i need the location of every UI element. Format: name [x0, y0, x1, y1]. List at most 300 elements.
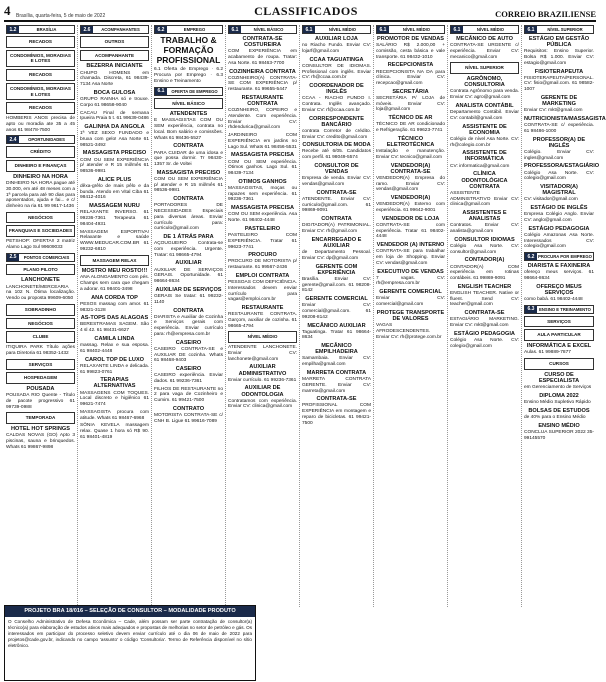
ad-text: COM OU SEM EXPERIÊNCIA p/ atender e R 15 mil/mês 61 98536-9981: [154, 176, 223, 194]
ad-text: Taguatinga. Tratar 61 98664-8634: [302, 329, 371, 341]
classified-ad: [154, 406, 223, 425]
category-code: 6.1: [229, 26, 241, 33]
classified-ad: [524, 184, 594, 203]
classified-ad: [302, 237, 371, 262]
ad-text: CASEIRO experiência. Enviar dados. 61 99236-7361: [154, 373, 223, 384]
ad-text: CALDAS NOVAS (GO) Apto 3 piscinas, sauna e brinquedos. Whats 61 99867-9898: [6, 433, 75, 450]
ad-text: AUXILIAR DE SERVIÇOS GERAIS. Oportunidade. 61 98664-8634: [154, 267, 223, 285]
ad-headline: CONTRATO: [172, 405, 205, 412]
ad-text: Requisitos: Ensino Superior. Bolsa R$ 1.000. Enviar CV: estagio@gmail.com: [524, 49, 594, 66]
ad-headline: CURSO DE ESPECIALISTA: [538, 371, 580, 384]
classified-ad: [524, 423, 594, 442]
classified-ad: [6, 239, 75, 251]
ad-headline: AUXILIAR DE ODONTOLOGIA: [241, 385, 284, 398]
ad-text: SÔNIA KEVELA massagem relax. Quase 1 hora só R$ 90. 61 98401-4819: [80, 423, 149, 440]
classified-ad: [450, 103, 519, 122]
classified-ad: [376, 289, 445, 308]
classified-ad: [450, 237, 519, 256]
ad-text: VENDEDOR(A) Externo com experiência. 61 99642-9001: [376, 202, 445, 214]
column-7: [448, 25, 522, 607]
ad-headline: MASSAGISTA PRECISA: [230, 205, 295, 212]
classified-ad: [524, 205, 594, 224]
ad-text: de Departamento Pessoal. Enviar CV: dp@gmail.com: [302, 250, 371, 261]
ad-text: AÇOUGUEIRO Contrata-se com experiência. Urgente. Tratar: 61 98665-4794: [154, 241, 223, 258]
ad-text: HOMBERIS ANOS precisa de apto ou moradia ate 35 a 45 anos 61 98478-7500: [6, 116, 75, 133]
classified-ad: [228, 152, 297, 176]
ad-text: Samambaia. Enviar CV: empilha@gmail.com: [302, 356, 371, 368]
ad-text: Colégio Asa Norte. CV: consultor@gmail.com: [450, 243, 519, 255]
classified-ad: [228, 305, 297, 329]
category-header: [450, 25, 519, 34]
ad-headline: VENDEDOR(A) CONTRATA-SE: [390, 162, 431, 175]
category-header: [228, 25, 297, 34]
ad-headline: NUTRICIONISTA/MASSAGISTA: [524, 115, 606, 122]
ad-headline: MECÂNICO AUXILIAR: [307, 322, 366, 329]
ad-headline: AUXILIAR LOJA: [315, 36, 358, 42]
ad-headline: EMPLOI CONTRATA: [235, 272, 290, 279]
ad-text: CACAU Final de semana Ipueira Praia 5 t. 61 99639-0486: [80, 110, 149, 122]
ad-headline: RECEPCIONISTA: [387, 62, 434, 69]
classified-ad: [376, 310, 445, 341]
classified-ad: [80, 63, 149, 87]
ad-headline: ESTÁGIO PEDAGOGIA: [528, 225, 590, 232]
classified-ad: [450, 210, 519, 235]
ad-text: Recebe até 6/05. Candidatos com perfil. 61 98049-5574: [302, 149, 371, 161]
ad-text: como babá. 61 98402-4448: [524, 297, 583, 302]
classified-ad: [450, 284, 519, 308]
classified-ad: [524, 408, 594, 421]
subcategory-label: RECADOS: [6, 69, 75, 81]
classified-ad: [154, 308, 223, 338]
classified-ad: [450, 171, 519, 208]
ad-text: CONTADOR(A) COM experiência em rotinas contábeis. 61 99869-9091: [450, 264, 519, 282]
classified-ad: [450, 150, 519, 169]
ad-text: COM OU SEM EXPERIÊNCIA p/ atender e R 15 mil/mês 61 98536-9981: [80, 157, 149, 175]
subcategory-label: MASSAGEM RELAX: [80, 255, 149, 267]
category-header: [376, 25, 445, 34]
ad-headline: OTIMOS GANHOS: [238, 178, 287, 185]
ad-headline: PROFESSOR(A) DE INGLÊS: [532, 136, 586, 149]
ad-text: MASSAGISTAS, moças ou rapazes sem experiência. 61 99236-7361: [228, 185, 297, 203]
ad-headline: ATENDENTES: [169, 111, 208, 118]
category-code: 2.5: [7, 254, 19, 261]
section-title: CLASSIFICADOS: [254, 4, 358, 18]
ad-text: Brasília. Enviar CV: gerente@gmail.com. 61 98208-8142: [302, 276, 371, 294]
ad-text: Contrata Agrônomo para venda. Enviar CV: agro@gmail.com: [450, 89, 519, 101]
classified-ad: [80, 377, 149, 408]
ad-headline: CONTRATA-SE: [316, 189, 357, 196]
ad-text: contrata Corretor de crédito. Enviar CV: credito@gmail.com: [302, 128, 371, 140]
ad-headline: VENDEDOR DE LOJA: [381, 215, 440, 222]
ad-headline: CONTADOR(A): [464, 257, 505, 264]
classified-ad: [376, 242, 445, 266]
category-name: ACOMPANHANTES: [101, 27, 140, 32]
ad-text: BERESTRAMAS SAGEM. São 4 sl 42. 61 98431-6627: [80, 322, 149, 334]
classified-ad: [228, 36, 297, 67]
ad-headline: COZINHEIRA CONTRATA: [229, 68, 296, 75]
ad-text: PASTELEIRO COM EXPERIÊNCIA. Tratar 61 99623-7741: [228, 233, 297, 250]
newspaper-logo: CORREIO BRAZILIENSE: [495, 9, 596, 19]
subcategory-label: SERVIÇOS: [524, 316, 594, 328]
ad-headline: BOCA GULOSA: [93, 89, 136, 96]
classified-ad: [228, 273, 297, 303]
ad-text: Contratos. Enviar CV: analista@gmail.com: [450, 223, 519, 235]
ad-headline: SECRETÁRIA: [392, 88, 429, 95]
ad-text: Ensino Médio Supletivo Rápido: [524, 400, 591, 406]
ad-text: CV: visitador@gmail.com: [524, 197, 578, 203]
ad-text: PROFISSIONAL COM EXPERIÊNCIA em montagem e reparo de bicicletas. 61 99421-7500: [302, 403, 371, 426]
ad-headline: AUXILIAR DE SERVIÇOS: [155, 286, 222, 293]
classified-ad: [228, 95, 297, 131]
ad-headline: CONTRATA: [173, 143, 204, 150]
ad-headline: MASSAGEM NURU: [89, 203, 140, 210]
classified-ad: [80, 124, 149, 148]
subcategory-label: RECADOS: [6, 36, 75, 48]
classified-ad: [154, 234, 223, 258]
ad-headline: TERAPIAS ALTERNATIVAS: [93, 377, 136, 390]
subcategory-label: TEMPORADA: [6, 412, 75, 424]
ad-text: Enviar CV: comercial@gmail.com. 61 99208-8142: [302, 303, 371, 320]
subcategory-label: HOSPEDAGEM: [6, 372, 75, 384]
ad-headline: OFEREÇO MEUS SERVIÇOS: [536, 283, 582, 296]
classified-ad: [376, 163, 445, 194]
ad-headline: LANCHONETE: [21, 277, 60, 284]
ad-headline: VISITADOR(A) MAGISTRAL: [540, 184, 578, 197]
ad-text: CCAA - RIACHO FUNDO I. Contrata. Inglês avançado. Enviar CV: rf@ccaa.com.br: [302, 96, 371, 113]
classified-ad: [6, 345, 75, 357]
subcategory-label: NÍVEL BÁSICO: [154, 98, 223, 110]
ad-text: Colégio de nível Asa Norte. CV: rh@colegio.com.br: [450, 136, 519, 148]
ad-text: massag. Relax e sua esposa. 61 98402-4448: [80, 343, 149, 354]
category-name: EMPREGO: [183, 27, 206, 32]
ad-text: COM OU SEM experiência. Asa Norte. 61 98402-4448: [228, 212, 297, 224]
ad-headline: GERENTE COMERCIAL: [305, 296, 368, 303]
ad-headline: ASSISTENTE DE INFORMÁTICA: [462, 150, 507, 163]
ad-text: RELAXANTE LINDA e delicada. 61 99823-0761: [80, 363, 149, 375]
classified-ad: [524, 284, 594, 303]
category-code: 2.4: [7, 136, 19, 143]
ad-text: Colégio Amazonas Asa Norte. Interessados CV: colegio@gmail.com: [524, 232, 594, 250]
ad-headline: ALICE PLUS: [97, 176, 132, 183]
classified-ad: [6, 116, 75, 133]
ad-headline: CONTRATA: [321, 216, 352, 223]
classified-ad: [154, 287, 223, 306]
category-code: 6.1: [377, 26, 389, 33]
ad-headline: ENCARREGADO E AUXILIAR: [311, 236, 362, 249]
legal-notice: [4, 605, 256, 681]
ad-headline: BOLSAS DE ESTUDOS: [528, 407, 590, 414]
column-4: [226, 25, 300, 607]
classified-ad: [228, 226, 297, 250]
category-code: 2.6: [81, 26, 93, 33]
ad-text: MARRETA CONTRATA GERENTE. Enviar CV: marreta@gmail.com: [302, 377, 371, 394]
classified-ad: [80, 177, 149, 201]
category-code: 6.3: [525, 306, 537, 313]
classified-ad: [524, 36, 594, 67]
ad-text: PESOS massag com amor. 61 98321-3128: [80, 301, 149, 313]
ad-headline: PROFESSORA/ESTAGIÁRIO: [524, 163, 600, 170]
ad-text: ofereço meus serviços. 61 98664-8634: [524, 270, 594, 281]
classified-ad: [376, 216, 445, 240]
classified-ad: [154, 170, 223, 194]
column-8: [522, 25, 606, 607]
classified-ad: [154, 67, 223, 84]
subcategory-label: NÍVEL MÉDIO: [228, 331, 297, 343]
ad-text: Colégio Asa Norte. CV: colegio@gmail.com: [450, 338, 519, 349]
ad-text: ENGLISH TEACHER. Native or fluent. Send CV: teacher@gmail.com: [450, 290, 519, 308]
classified-ad: [80, 90, 149, 109]
ad-headline: CAROL TOP DE LUXO: [84, 356, 145, 363]
classified-ad: [524, 69, 594, 93]
ad-text: SECRETÁRIA P/ LOJA de móveis. Enviar CV: loja@gmail.com: [376, 95, 445, 113]
classified-ad: [154, 260, 223, 284]
classified-ad: [302, 216, 371, 235]
classified-ad: [228, 345, 297, 362]
classified-ad: [524, 163, 600, 182]
classified-ad: [80, 203, 149, 227]
classified-ad: [6, 174, 75, 210]
subcategory-label: ACOMPANHANTE: [80, 50, 149, 62]
ad-headline: MOSTRO MEU ROSTO!!!: [81, 268, 148, 275]
category-name: PROCURA POR EMPREGO: [538, 254, 592, 260]
ad-headline: GALINHA DA ANGOLA: [84, 124, 145, 130]
category-header: [6, 253, 75, 262]
ad-headline: CONSULTOR DE VENDAS: [314, 162, 359, 176]
category-header: [154, 87, 223, 96]
subcategory-label: OUTROS: [80, 36, 149, 48]
classified-ad: [524, 137, 594, 162]
classified-ad: [302, 36, 371, 55]
classified-ad: [450, 36, 519, 60]
subcategory-label: FRANQUIAS E SOCIEDADES: [6, 225, 75, 237]
classified-ad: [80, 410, 149, 422]
subcategory-label: NEGÓCIOS: [6, 212, 75, 224]
category-code: 6.2: [155, 26, 167, 33]
classified-ad: [228, 179, 297, 203]
ad-headline: HOTEL HOT SPRINGS: [11, 426, 70, 433]
category-name: OFERTA DE EMPREGO: [171, 88, 218, 94]
ad-text: 6.1 Oferta de Emprego · 6.2 Procura por Emprego · 6.3 Ensino e Treinamento: [154, 67, 223, 84]
ad-text: ITIQUIRA PARK Título ações para Diretoria 61 98352-1432: [6, 345, 75, 356]
ad-text: ATENDENTE LANCHONETE. Enviar CV: lanchonete@gmail.com: [228, 345, 297, 362]
ad-headline: DIARISTA E FAXINEIRA: [527, 263, 591, 270]
classified-ad: [524, 263, 594, 282]
classified-ad: [376, 36, 445, 60]
classified-ad: [6, 386, 75, 410]
category-name: NÍVEL MÉDIO: [476, 27, 505, 32]
category-name: NÍVEL MÉDIO: [328, 27, 357, 32]
ad-headline: CLÍNICA ODONTOLÓGICA CONTRATA: [461, 171, 508, 190]
ad-headline: AUXILIAR ADMINISTRATIVO: [238, 364, 287, 377]
ad-text: COZINHEIRO(A) CONTRATA-SE COM EXPERIÊNCIA p/ restaurante. 61 99655-5447: [228, 75, 297, 93]
ad-text: dêxa-grêlo de mais pêlo e da bunda. Atendo em Vital Ciba 61 98412-4016: [80, 183, 149, 201]
classified-ad: [302, 396, 371, 426]
ad-text: PESSOAS COM DEFICIÊNCIA. Interessados devem enviar currículo para vagas@emploi.com.br: [228, 280, 297, 303]
classified-ad: [302, 57, 371, 81]
classified-ad: [80, 423, 149, 440]
ad-headline: GERENTE COMERCIAL: [379, 289, 442, 296]
classified-ad: [450, 257, 519, 281]
ad-text: RELAXANTE INVERSO. 61 99236-7361 Terapeuta 61 98404-4931: [80, 210, 149, 227]
ad-headline: TÉCNICO ELETROTÉCNICA: [386, 135, 435, 148]
classified-ad: [154, 111, 223, 141]
category-header: [302, 25, 371, 34]
ad-text: MASSAGENS COM TOQUES. Local discreto e higiênico 61 99621-7474: [80, 390, 149, 408]
ad-text: COM OU SEM experiência. Ótimos ganhos. Lago Sul. 61 98439-7134: [228, 159, 297, 177]
ad-headline: AS-TOPS DAS ALAGOAS: [80, 315, 149, 322]
classified-ad: [80, 150, 149, 174]
subcategory-label: NÍVEL SUPERIOR: [450, 62, 519, 74]
ad-headline: CORRESPONDENTE BANCÁRIO: [308, 115, 364, 128]
classified-ad: [80, 357, 149, 376]
classified-ad: [228, 385, 297, 410]
ad-headline: VENDEDOR (A) INTERNO: [376, 242, 445, 249]
classified-ad: [450, 331, 519, 350]
ad-headline: MECÂNICO DE AUTO: [456, 36, 513, 42]
ad-text: COZINHEIRO, COPEIRO e Atendente. Com experiência. Enviar CV: rhdendurica@gmail.com: [228, 108, 297, 131]
classified-ad: [302, 116, 371, 141]
category-code: 6.1: [451, 26, 463, 33]
ad-text: PROCURO DE MOTORISTA p/ restaurante. 61 99567-2436: [228, 259, 297, 271]
ad-text: 1ª VEZ SEXO FUNDADO e bruxa com gelo! Asa Norte 61 98521-3492: [80, 131, 149, 148]
classified-ad: [302, 163, 371, 188]
ad-text: E MASSAGISTAS COM OU SEM experiência, contrata no local. Bom salário e comissões. Whats 61 98436-5527: [154, 118, 223, 141]
classified-ad: [154, 366, 223, 385]
category-code: 6.2: [525, 253, 537, 260]
classified-ad: [376, 136, 445, 161]
ad-headline: CONSULTOR IDIOMAS: [454, 236, 515, 243]
ad-headline: EXECUTIVO DE VENDAS: [377, 268, 444, 275]
ad-text: DIARISTA e Auxiliar de Cozinha e Serviços gerais com experiência. Enviar currículo para: rh@empresa.com.br: [154, 314, 223, 337]
category-header: [6, 135, 75, 144]
ad-headline: MASSAGISTA PRECISO: [156, 169, 221, 176]
ad-headline: RESTAURANTE CONTRATA: [241, 94, 284, 108]
column-5: [300, 25, 374, 607]
category-code: 6.1: [303, 26, 315, 33]
section-heading: TRABALHO & FORMAÇÃO PROFISSIONAL: [156, 35, 221, 65]
category-name: NÍVEL MÉDIO: [402, 27, 431, 32]
ad-headline: AGRÔNOMO, CONSULTORIA: [464, 76, 505, 89]
category-name: PONTOS COMERCIAIS: [23, 254, 70, 260]
classified-ad: [302, 296, 371, 320]
category-code: 1.2: [7, 26, 19, 33]
ad-text: MOTORISTA CONTRATA-SE c/ CNH B. Ligue 61 99616-7089: [154, 413, 223, 424]
ad-text: TÉCNICO DE AR condicionado e Refrigeração. 61 99623-7741: [376, 122, 445, 134]
ad-headline: CONTRATA-SE COSTUREIRA: [242, 36, 283, 49]
legal-notice-title: PROJETO BRA 18/016 – SELEÇÃO DE CONSULTOR – MODALIDADE PRODUTO: [5, 606, 255, 617]
ad-headline: CONTRATA: [173, 196, 204, 203]
classified-ad: [524, 115, 606, 135]
category-name: BRASÍLIA: [36, 27, 57, 32]
subcategory-label: AULA PARTICULAR: [524, 329, 594, 341]
ad-text: Colégio Asa Norte. CV: colegio@gmail.com: [524, 170, 594, 182]
ad-text: GRUPO RAINHA só e trouxe. Corpo 61 98658-9040: [80, 97, 149, 108]
ad-text: CHUPO HOMENS em chamada. Discreta, 61 98439-7134 Asa Norte: [80, 70, 149, 88]
classified-ad: [6, 277, 75, 301]
ad-text: FISIOTERAPEUTA/PERSONAL. CV: fisio@gmail.com. 61 98582-1007: [524, 75, 594, 93]
ad-text: Instalação e manutenção. Enviar CV: tecnico@gmail.com: [376, 149, 445, 160]
category-name: OPORTUNIDADES: [28, 137, 65, 143]
page-date: Brasília, quarta-feira, 5 de maio de 2022: [16, 13, 106, 19]
subcategory-label: PLANO PILOTO: [6, 264, 75, 276]
column-6: [374, 25, 448, 607]
subcategory-label: CONDOMÍNIOS, MORADIAS E LOTES: [6, 50, 75, 67]
classified-ad: [302, 83, 371, 114]
subcategory-label: CRÉDITO: [6, 146, 75, 158]
ad-text: Enviar currículo. 61 99236-7361: [228, 377, 297, 383]
page-number: 4: [4, 3, 11, 18]
ad-text: PARA CUIDAR de uma idosa e que possa dormir. Tr 98430-1357 Sr. de Voltei: [154, 150, 223, 168]
ad-headline: CONTRATA: [173, 307, 204, 314]
ad-text: Enviar CV: comercial@gmail.com: [376, 296, 445, 308]
classified-ad: [302, 370, 371, 394]
classified-ad: [80, 268, 149, 292]
ad-text: CONCLUA SUPERIOR 2022 35-99145570: [524, 429, 594, 441]
ad-headline: CASEIRO: [175, 339, 202, 346]
ad-text: GERAIS Se tratar: 61 99232-1140: [154, 294, 223, 305]
ad-text: COM EXPERIÊNCIA em acabamento de roupa. Tratar: Asa Norte. 61 98463-7700: [228, 49, 297, 66]
subcategory-label: RECADOS: [6, 102, 75, 114]
page-header: [4, 4, 596, 22]
classified-ad: [302, 323, 371, 342]
ad-headline: PROTEGE TRANSPORTE DE VALORES: [376, 309, 445, 322]
ad-text: Enviar CV: mkt@gmail.com: [524, 108, 583, 114]
ad-text: CV: informatica@gmail.com: [450, 163, 510, 169]
ad-headline: VENDEDOR(A): [390, 195, 431, 202]
classified-ad: [376, 195, 445, 214]
ad-headline: TÉCNICO DE AR: [388, 115, 433, 122]
ad-headline: CAMILA LINDA: [94, 335, 135, 342]
subcategory-label: CLUBE: [6, 331, 75, 343]
ad-headline: MASSAGISTA PRECISO: [82, 150, 147, 157]
classified-ad: [228, 133, 297, 150]
subcategory-label: SERVIÇOS: [6, 359, 75, 371]
classified-ad: [228, 252, 297, 271]
ad-headline: ENSINO MÉDIO: [538, 422, 580, 429]
classified-ad: [302, 264, 371, 295]
ad-headline: PROCURO: [248, 252, 277, 259]
ad-text: Contratamos com experiência. Enviar CV: clinica@gmail.com: [228, 398, 297, 410]
ad-text: no Riacho Fundo. Enviar CV: lojarf@gmail.com: [302, 43, 371, 54]
ad-headline: ASSISTENTE DE ECONOMIA: [462, 123, 507, 136]
classified-ad: [450, 310, 519, 329]
category-header: [154, 25, 223, 34]
classified-ad: [228, 69, 297, 93]
ad-text: ASSISTENTE ADMINISTRATIVO Enviar CV: clinica@gmail.com: [450, 190, 519, 208]
classified-ad: [154, 143, 223, 167]
classified-ad: [80, 111, 149, 123]
ad-text: MASSAGISTA procura com atitude. Whats 61 98467-6968: [80, 409, 149, 421]
category-header: [80, 25, 149, 34]
ad-text: JARDINEIRO COM EXPERIÊNCIA em jardins no Lago Sul. Whats 61 98456-5531: [228, 133, 297, 150]
ad-text: VAGAS AFRODESCENDENTES. Enviar CV: rh@protege.com.br: [376, 323, 442, 340]
category-header: [524, 252, 594, 261]
ad-text: ATENDENTE. Enviar CV: curriculo@gmail.com. 61 99869-9091: [302, 196, 371, 214]
ad-text: SALÁRIO R$ 2.000,00 + comissão, cesta básica e vale transporte. 61 98432-1010: [376, 43, 445, 60]
ad-headline: INFORMÁTICA E EXCEL: [526, 343, 592, 350]
ad-text: FILHOS DE RESTAURANTE no 2 para vaga de Cozinheiro e Cumim. 61 99421-7500: [154, 386, 223, 404]
ad-text: CONTRATA-SE com experiência. Tratar 61 98402-4448: [376, 222, 445, 240]
category-name: NÍVEL BÁSICO: [253, 27, 284, 32]
column-3: [152, 25, 226, 607]
ad-headline: CONTRATA-SE: [316, 396, 357, 403]
category-code: 6.1: [525, 26, 537, 33]
ad-text: CONSULTOR DE IDIOMAS. Profissional com inglês. Enviar CV: rh@ccaa.com.br: [302, 63, 371, 81]
ad-headline: PASTELEIRO: [244, 225, 281, 232]
ad-text: Empresa Colégio Anglo. Enviar CV: anglo@gmail.com: [524, 212, 594, 223]
classified-ad: [302, 142, 371, 161]
classified-ad: [154, 196, 223, 232]
